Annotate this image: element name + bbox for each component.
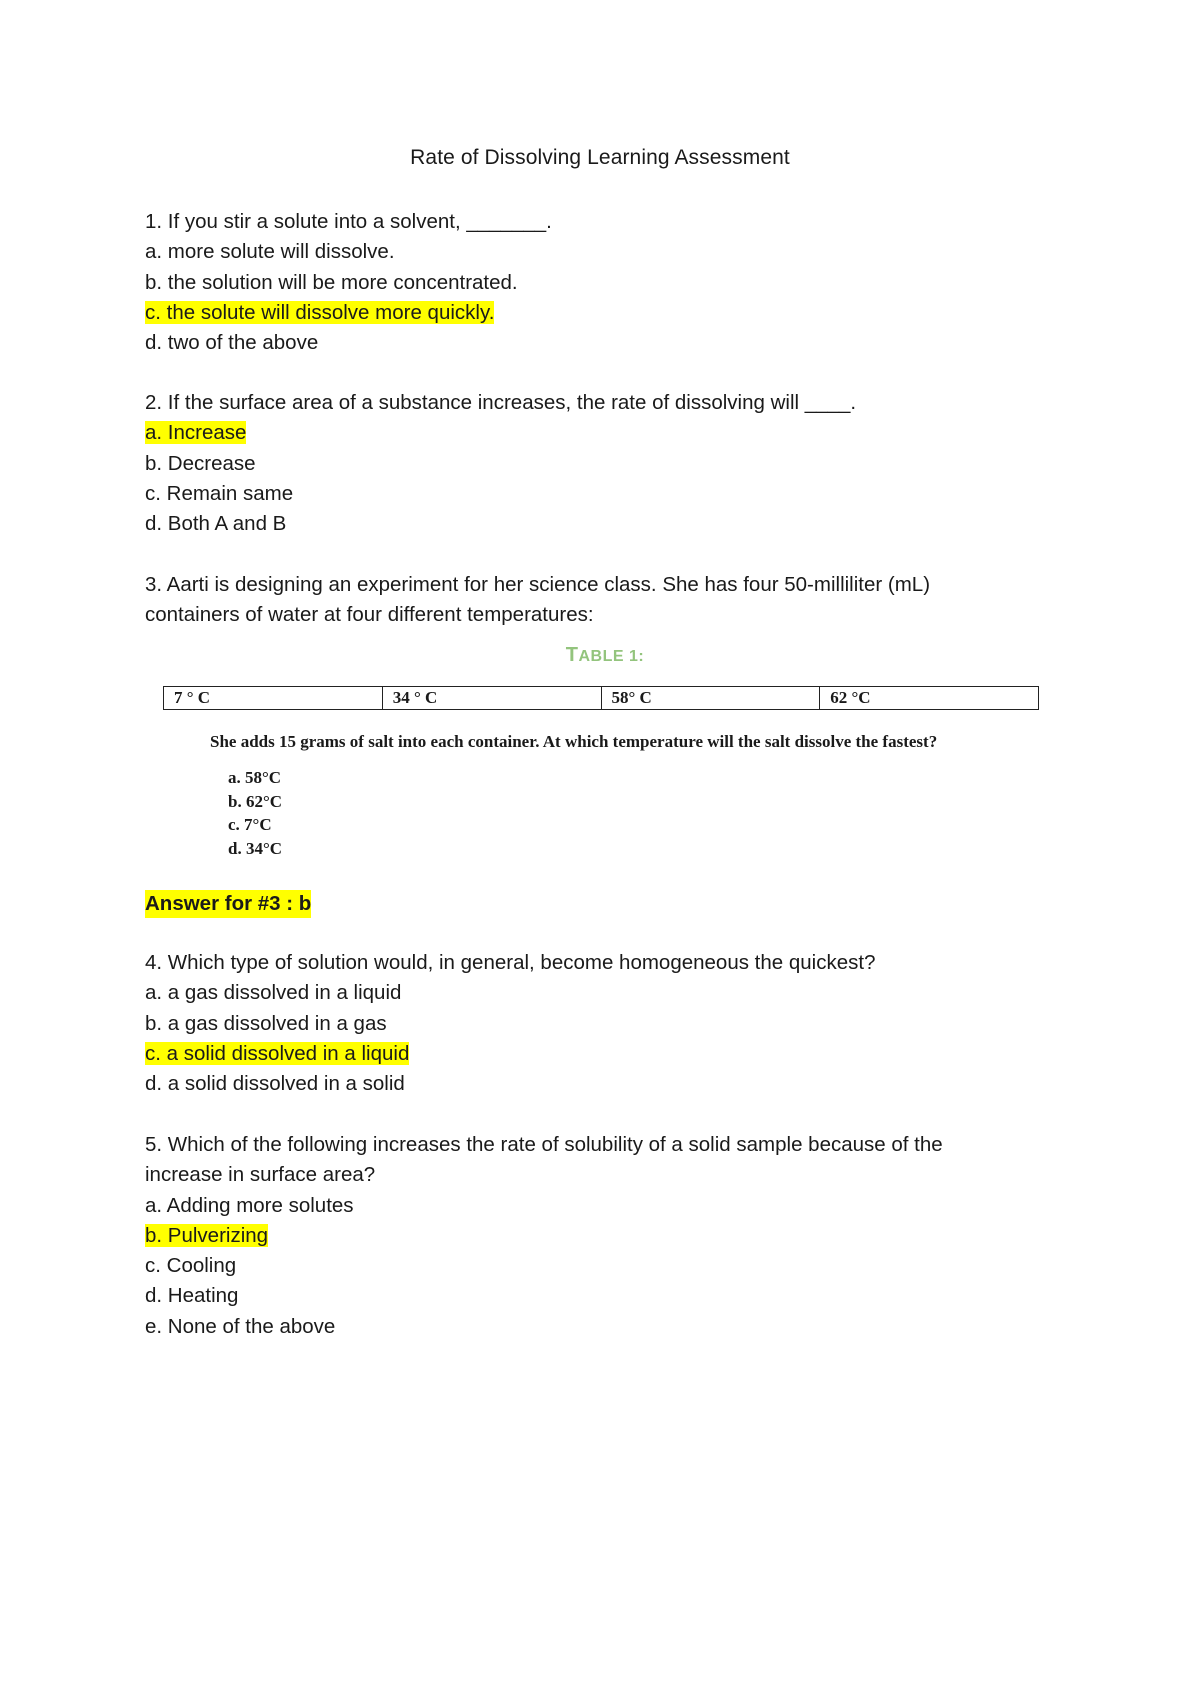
question-5-option-e: e. None of the above	[145, 1314, 336, 1338]
question-5	[145, 1130, 1045, 1342]
question-4-option-d: d. a solid dissolved in a solid	[145, 1072, 405, 1096]
question-3-salt-question: She adds 15 grams of salt into each container. At which temperature will the salt dissolve the fastest?	[210, 732, 938, 751]
temperature-cell: 7 ° C	[164, 687, 383, 710]
question-1-option-a: a. more solute will dissolve.	[145, 240, 395, 264]
table-caption	[160, 644, 1050, 667]
table-caption-rest: ABLE 1:	[578, 648, 645, 665]
question-4-option-c-highlighted: c. a solid dissolved in a liquid	[145, 1041, 410, 1065]
question-5-option-d: d. Heating	[145, 1284, 239, 1308]
question-2-option-a-highlighted: a. Increase	[145, 421, 247, 445]
question-2-option-d: d. Both A and B	[145, 512, 287, 536]
question-3-answer-note: Answer for #3 : b	[145, 890, 311, 918]
question-4-option-a: a. a gas dissolved in a liquid	[145, 981, 402, 1005]
question-1-option-b: b. the solution will be more concentrated.	[145, 270, 518, 294]
question-3-embedded-image	[160, 642, 1050, 862]
temperature-cell: 34 ° C	[382, 687, 601, 710]
question-3	[145, 570, 1045, 631]
question-5-option-a: a. Adding more solutes	[145, 1193, 354, 1217]
question-3-option-b: b. 62°C	[228, 791, 283, 811]
question-1-prompt: 1. If you stir a solute into a solvent, _______.	[145, 210, 552, 233]
question-5-prompt-line-2: increase in surface area?	[145, 1163, 376, 1187]
question-4	[145, 948, 1045, 1099]
question-4-option-b: b. a gas dissolved in a gas	[145, 1011, 387, 1035]
question-1-option-d: d. two of the above	[145, 331, 319, 355]
question-5-option-c: c. Cooling	[145, 1254, 237, 1278]
page-title: Rate of Dissolving Learning Assessment	[410, 146, 790, 169]
question-3-options	[228, 766, 282, 860]
question-5-option-b-highlighted: b. Pulverizing	[145, 1223, 269, 1247]
question-2-option-c: c. Remain same	[145, 481, 294, 505]
question-3-option-d: d. 34°C	[228, 838, 283, 858]
question-3-prompt-line-1: 3. Aarti is designing an experiment for her science class. She has four 50-milliliter (mL)	[145, 573, 931, 596]
temperature-cell: 62 °C	[820, 687, 1039, 710]
question-1-option-c-highlighted: c. the solute will dissolve more quickly.	[145, 300, 495, 324]
question-5-prompt-line-1: 5. Which of the following increases the rate of solubility of a solid sample because of the	[145, 1133, 943, 1156]
question-3-option-c: c. 7°C	[228, 815, 272, 834]
table-caption-initial: T	[565, 644, 579, 666]
temperature-table	[163, 686, 1039, 710]
temperature-cell: 58° C	[601, 687, 820, 710]
question-1	[145, 207, 1045, 358]
question-2-option-b: b. Decrease	[145, 451, 256, 475]
question-2	[145, 388, 1045, 539]
question-3-prompt-line-2: containers of water at four different temperatures:	[145, 603, 594, 627]
question-4-prompt: 4. Which type of solution would, in general, become homogeneous the quickest?	[145, 951, 876, 974]
question-3-option-a: a. 58°C	[228, 768, 282, 787]
question-2-prompt: 2. If the surface area of a substance increases, the rate of dissolving will ____.	[145, 391, 857, 414]
